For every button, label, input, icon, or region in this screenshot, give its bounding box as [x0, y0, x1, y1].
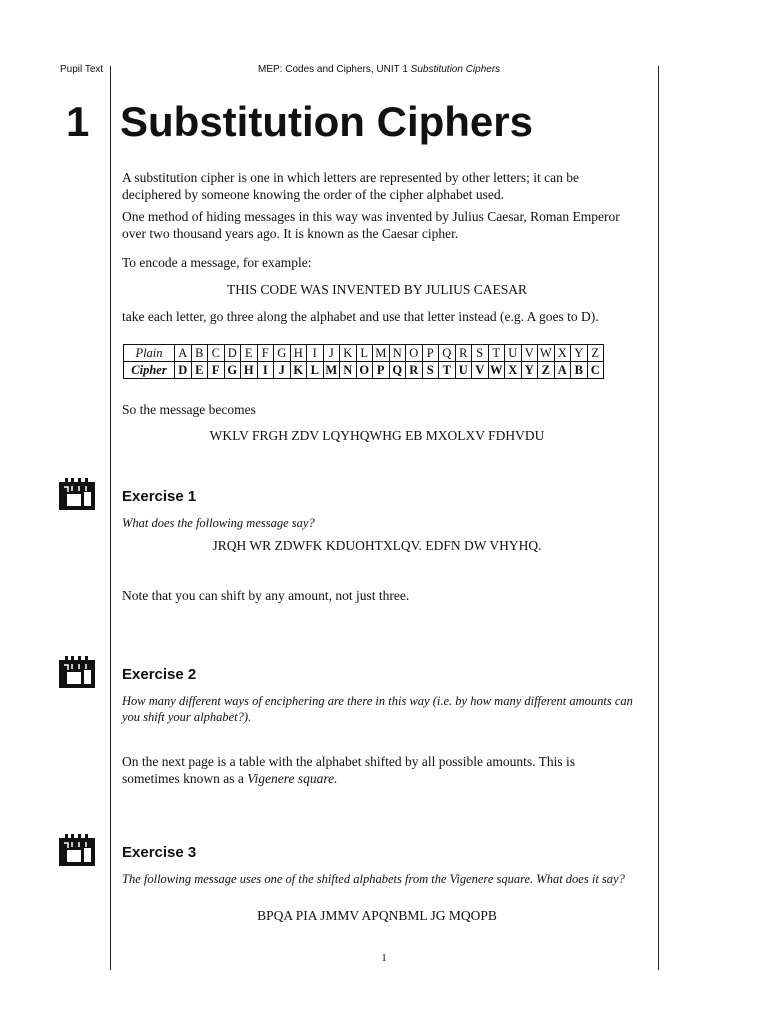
- cipher-letter-cell: C: [587, 362, 604, 379]
- plain-letter-cell: T: [488, 345, 505, 362]
- cipher-letter-cell: H: [241, 362, 258, 379]
- exercise-1-question: What does the following message say?: [122, 516, 315, 530]
- cipher-letter-cell: R: [406, 362, 423, 379]
- plain-letter-cell: L: [356, 345, 373, 362]
- cipher-letter-cell: V: [472, 362, 489, 379]
- plain-letter-cell: S: [472, 345, 489, 362]
- exercise-2-question: How many different ways of enciphering are there in this way (i.e. by how many different amounts can you shift your alphabet?).: [122, 694, 633, 724]
- header-course: MEP: Codes and Ciphers, UNIT 1: [258, 64, 411, 75]
- exercise-1-message: JRQH WR ZDWFK KDUOHTXLQV. EDFN DW VHYHQ.: [212, 538, 542, 553]
- plain-letter-cell: O: [406, 345, 423, 362]
- chapter-number: 1: [66, 98, 90, 145]
- plain-letter-cell: D: [224, 345, 241, 362]
- intro-paragraph-4: take each letter, go three along the alphabet and use that letter instead (e.g. A goes to D).: [122, 309, 599, 324]
- cipher-letter-cell: E: [191, 362, 208, 379]
- plain-letter-cell: Q: [439, 345, 456, 362]
- exercise-2-note: [122, 754, 632, 787]
- hands-writing-icon: [59, 656, 95, 688]
- plain-letter-cell: A: [175, 345, 192, 362]
- page-number: 1: [381, 952, 387, 964]
- cipher-letter-cell: U: [455, 362, 472, 379]
- vigenere-term: Vigenere square.: [247, 770, 338, 786]
- cipher-letter-cell: I: [257, 362, 274, 379]
- exercise-1-note: Note that you can shift by any amount, not just three.: [122, 588, 410, 603]
- left-margin-rule: [110, 66, 111, 970]
- cipher-letter-cell: J: [274, 362, 291, 379]
- cipher-letter-cell: T: [439, 362, 456, 379]
- cipher-letter-cell: X: [505, 362, 522, 379]
- cipher-letter-cell: Y: [521, 362, 538, 379]
- plain-letter-cell: E: [241, 345, 258, 362]
- cipher-letter-cell: O: [356, 362, 373, 379]
- cipher-letter-cell: F: [208, 362, 225, 379]
- plain-letter-cell: Y: [571, 345, 588, 362]
- plain-label: Plain: [124, 345, 175, 362]
- encoded-message: WKLV FRGH ZDV LQYHQWHG EB MXOLXV FDHVDU: [209, 428, 545, 443]
- plain-letter-cell: Z: [587, 345, 604, 362]
- plain-letter-cell: C: [208, 345, 225, 362]
- exercise-2-title: Exercise 2: [122, 666, 197, 683]
- cipher-row: [124, 362, 604, 379]
- plain-letter-cell: B: [191, 345, 208, 362]
- cipher-letter-cell: W: [490, 363, 503, 377]
- plain-letter-cell: M: [373, 345, 390, 362]
- plain-letter-cell: N: [389, 345, 406, 362]
- intro-paragraph-1: A substitution cipher is one in which letters are represented by other letters; it can be deciphered by someone knowing the order of the cipher alphabet used.: [122, 170, 579, 202]
- exercise-3-question: The following message uses one of the shifted alphabets from the Vigenere square. What does it say?: [122, 872, 625, 886]
- plain-letter-cell: J: [323, 345, 340, 362]
- cipher-letter-cell: P: [373, 362, 390, 379]
- intro-paragraph-3: To encode a message, for example:: [122, 255, 312, 270]
- plain-letter-cell: U: [505, 345, 522, 362]
- plain-letter-cell: H: [290, 345, 307, 362]
- header-left: Pupil Text: [60, 64, 104, 75]
- result-text: So the message becomes: [122, 402, 256, 417]
- page-title: Substitution Ciphers: [120, 98, 533, 145]
- hands-writing-icon: [59, 834, 95, 866]
- plain-letter-cell: V: [521, 345, 538, 362]
- cipher-letter-cell: A: [554, 362, 571, 379]
- exercise-3-message: BPQA PIA JMMV APQNBML JG MQOPB: [257, 908, 497, 923]
- plain-letter-cell: I: [307, 345, 324, 362]
- plain-letter-cell: P: [422, 345, 439, 362]
- cipher-letter-cell: Q: [389, 362, 406, 379]
- exercise-2-note-text: On the next page is a table with the alphabet shifted by all possible amounts. This is sometimes known as a: [122, 754, 576, 786]
- cipher-label: Cipher: [124, 362, 175, 379]
- header-center: [258, 64, 500, 75]
- plain-letter-cell: G: [274, 345, 291, 362]
- plain-row: [124, 345, 604, 362]
- hands-writing-icon: [59, 478, 95, 510]
- cipher-letter-cell: N: [340, 362, 357, 379]
- cipher-letter-cell: Z: [538, 362, 555, 379]
- intro-paragraph-2: One method of hiding messages in this way was invented by Julius Caesar, Roman Emperor over two thousand years ago. It is known as the Caesar cipher.: [122, 209, 620, 241]
- exercise-1-title: Exercise 1: [122, 488, 197, 505]
- cipher-letter-cell: K: [290, 362, 307, 379]
- header-unit-title: Substitution Ciphers: [410, 64, 501, 75]
- plain-letter-cell: R: [455, 345, 472, 362]
- right-margin-rule: [658, 66, 659, 970]
- cipher-letter-cell: L: [307, 362, 324, 379]
- plain-letter-cell: X: [554, 345, 571, 362]
- plain-letter-cell: W: [538, 345, 555, 362]
- cipher-letter-cell: S: [422, 362, 439, 379]
- plain-letter-cell: K: [340, 345, 357, 362]
- cipher-letter-cell: B: [571, 362, 588, 379]
- example-plaintext: THIS CODE WAS INVENTED BY JULIUS CAESAR: [226, 282, 527, 297]
- cipher-letter-cell: G: [224, 362, 241, 379]
- caesar-cipher-table: [123, 344, 604, 379]
- cipher-letter-cell: M: [323, 362, 340, 379]
- cipher-letter-cell: D: [175, 362, 192, 379]
- exercise-3-title: Exercise 3: [122, 844, 197, 861]
- plain-letter-cell: F: [257, 345, 274, 362]
